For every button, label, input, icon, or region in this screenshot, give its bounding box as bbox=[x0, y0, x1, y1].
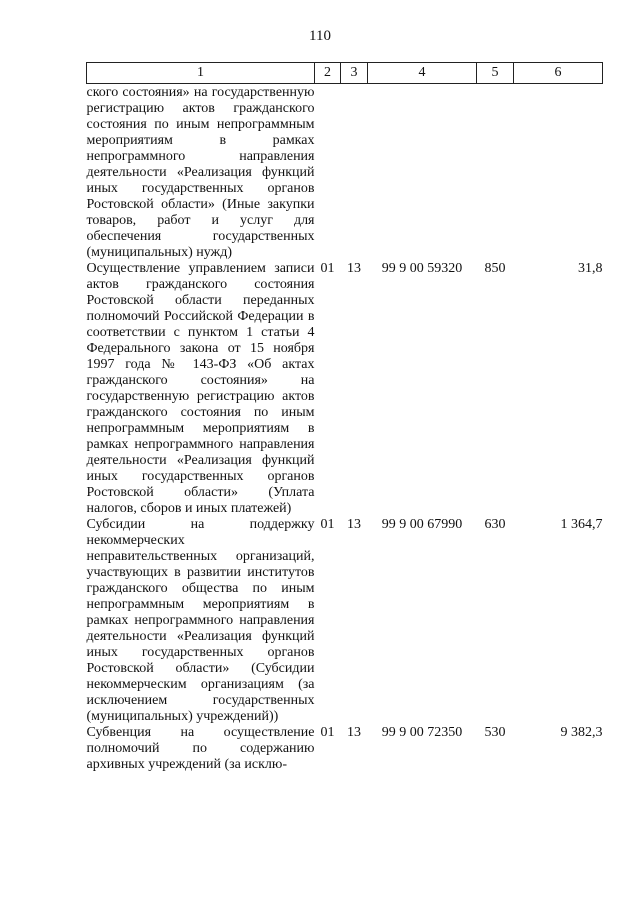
row-description: Осуществление управлением записи актов гражданского состояния Ростовской области переданных полномочий Российской Федерации в соответствии с пунктом 1 статьи 4 Федерального закона от 15 ноября 1997 года № 143-ФЗ «Об актах гражданского состояния» на государственную регистрацию актов гражданского состояния по иным непрограммным мероприятиям в рамках непрограммного направления деятельности «Реализация функций иных государственных органов Ростовской области» (Уплата налогов, сборов и иных платежей) bbox=[86, 261, 315, 516]
header-row bbox=[87, 63, 603, 84]
row-section: 01 bbox=[320, 517, 335, 532]
row-amount: 31,8 bbox=[578, 261, 603, 276]
column-header: 2 bbox=[315, 63, 341, 84]
table-row bbox=[87, 261, 603, 517]
row-subsection bbox=[341, 84, 368, 262]
row-description: Субсидии на поддержку некоммерческих неправительственных организаций, участвующих в развитии институтов гражданского общества по иным непрограммным мероприятиям в рамках непрограммного направления деятельности «Реализация функций иных государственных органов Ростовской области» (Субсидии некоммерческим организациям (за исключением государственных (муниципальных) учреждений)) bbox=[86, 517, 315, 724]
row-target-article bbox=[368, 84, 477, 262]
table-row bbox=[87, 517, 603, 725]
table-row bbox=[87, 725, 603, 773]
row-description: ского состояния» на государственную регистрацию актов гражданского состояния по иным непрограммным мероприятиям в рамках непрограммного направления деятельности «Реализация функций иных государственных органов Ростовской области» (Иные закупки товаров, работ и услуг для обеспечения государственных (муниципальных) нужд) bbox=[86, 85, 315, 260]
budget-table bbox=[86, 62, 603, 773]
column-header: 1 bbox=[87, 63, 315, 84]
row-section bbox=[315, 84, 341, 262]
row-amount: 9 382,3 bbox=[560, 725, 603, 740]
column-header: 3 bbox=[341, 63, 368, 84]
row-target-article: 99 9 00 72350 bbox=[381, 725, 463, 740]
page-number: 110 bbox=[309, 28, 331, 44]
row-expense-type: 630 bbox=[484, 517, 506, 532]
row-section: 01 bbox=[320, 725, 335, 740]
row-subsection: 13 bbox=[347, 261, 361, 276]
row-description: Субвенция на осуществление полномочий по содержанию архивных учреждений (за исклю- bbox=[86, 725, 315, 772]
row-subsection: 13 bbox=[347, 517, 361, 532]
column-header: 6 bbox=[514, 63, 603, 84]
row-section: 01 bbox=[320, 261, 335, 276]
row-subsection: 13 bbox=[347, 725, 361, 740]
row-amount bbox=[514, 84, 603, 262]
row-expense-type: 850 bbox=[484, 261, 506, 276]
row-target-article: 99 9 00 59320 bbox=[381, 261, 463, 276]
row-expense-type: 530 bbox=[484, 725, 506, 740]
row-expense-type bbox=[477, 84, 514, 262]
column-header: 5 bbox=[477, 63, 514, 84]
column-header: 4 bbox=[368, 63, 477, 84]
row-target-article: 99 9 00 67990 bbox=[381, 517, 463, 532]
row-amount: 1 364,7 bbox=[560, 517, 603, 532]
table-row bbox=[87, 84, 603, 262]
